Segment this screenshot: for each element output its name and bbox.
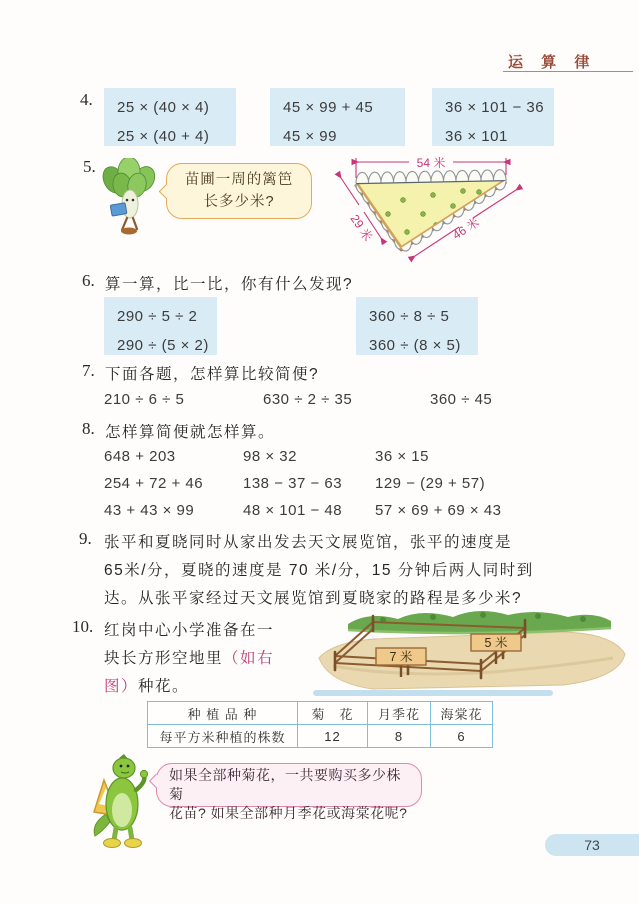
table-value-cell: 6 <box>431 725 493 748</box>
table-value-cell: 8 <box>368 725 431 748</box>
expression: 48 × 101 − 48 <box>243 502 343 519</box>
text-pink: 图） <box>104 678 139 695</box>
text-black: 块长方形空地里 <box>104 650 224 667</box>
expression: 129 − (29 + 57) <box>375 475 486 492</box>
expression: 138 − 37 − 63 <box>243 475 343 492</box>
expression: 25 × (40 × 4) <box>117 99 210 116</box>
problem4-number: 4. <box>80 90 93 109</box>
table-row <box>148 725 493 748</box>
expression: 360 ÷ (8 × 5) <box>369 337 461 354</box>
problem9-text-line: 张平和夏晓同时从家出发去天文展览馆，张平的速度是 <box>104 534 513 551</box>
bubble-text-line: 如果全部种菊花，一共要购买多少株菊 <box>169 767 401 802</box>
expression: 25 × (40 + 4) <box>117 128 210 145</box>
planting-table <box>147 701 493 748</box>
expression: 43 + 43 × 99 <box>104 502 195 519</box>
expression: 290 ÷ 5 ÷ 2 <box>117 308 198 325</box>
table-header-cell: 菊 花 <box>298 702 368 725</box>
text-pink: （如右 <box>223 650 275 667</box>
expression: 290 ÷ (5 × 2) <box>117 337 209 354</box>
problem10-text-line <box>104 674 189 696</box>
problem9-number: 9. <box>79 529 92 548</box>
table-header-cell: 种 植 品 种 <box>148 702 298 725</box>
page-header-title: 运 算 律 <box>508 54 597 71</box>
table-header-row <box>148 702 493 725</box>
expression: 648 + 203 <box>104 448 176 465</box>
problem6-expression-box <box>104 297 217 355</box>
problem7-number: 7. <box>82 361 95 380</box>
problem5-number: 5. <box>83 157 96 176</box>
problem10-text-line: 红岗中心小学准备在一 <box>104 622 275 639</box>
dinosaur-mascot-icon <box>86 752 158 852</box>
bubble-text-line: 长多少米? <box>203 194 275 210</box>
header-underline <box>503 71 633 72</box>
problem6-number: 6. <box>82 271 95 290</box>
problem8-number: 8. <box>82 419 95 438</box>
bubble-text-line: 花苗? 如果全部种月季花或海棠花呢? <box>169 805 408 821</box>
triangle-garden-diagram <box>333 148 631 266</box>
expression: 36 × 101 − 36 <box>445 99 545 116</box>
text-black: 种花。 <box>138 678 190 695</box>
side-length-label: 5 米 <box>484 636 508 650</box>
expression: 36 × 15 <box>375 448 429 465</box>
expression: 360 ÷ 8 ÷ 5 <box>369 308 450 325</box>
dimension-label-top: 54 米 <box>416 156 446 170</box>
page-number-badge <box>545 834 639 856</box>
problem6-title: 算一算，比一比，你有什么发现? <box>105 276 354 293</box>
expression: 254 + 72 + 46 <box>104 475 204 492</box>
problem9-text-line: 达。从张平家经过天文展览馆到夏晓家的路程是多少米? <box>104 590 523 607</box>
table-header-cell: 月季花 <box>368 702 431 725</box>
page-number: 73 <box>584 837 600 853</box>
front-length-label: 7 米 <box>389 650 413 664</box>
dimension-label-right: 46 米 <box>449 214 482 243</box>
problem4-expression-box <box>432 88 554 146</box>
expression: 45 × 99 + 45 <box>283 99 374 116</box>
problem10-text-line <box>104 646 274 668</box>
mascot-speech-bubble <box>166 163 312 219</box>
problem8-title: 怎样算简便就怎样算。 <box>105 424 276 441</box>
expression: 360 ÷ 45 <box>430 391 493 408</box>
expression: 57 × 69 + 69 × 43 <box>375 502 502 519</box>
cabbage-mascot-icon <box>100 158 162 238</box>
flower-field-illustration <box>313 606 631 692</box>
problem4-expression-box <box>270 88 405 146</box>
expression: 45 × 99 <box>283 128 337 145</box>
dimension-label-left: 29 米 <box>347 211 376 244</box>
problem6-expression-box <box>356 297 478 355</box>
problem10-number: 10. <box>72 617 94 636</box>
problem7-title: 下面各题，怎样算比较简便? <box>105 366 320 383</box>
problem9-text-line: 65米/分，夏晓的速度是 70 米/分，15 分钟后两人同时到 <box>104 562 534 579</box>
table-value-cell: 12 <box>298 725 368 748</box>
dinosaur-speech-bubble <box>156 763 422 821</box>
table-header-cell: 海棠花 <box>431 702 493 725</box>
field-shadow-strip <box>313 690 553 696</box>
expression: 210 ÷ 6 ÷ 5 <box>104 391 185 408</box>
table-row-header: 每平方米种植的株数 <box>148 725 298 748</box>
expression: 36 × 101 <box>445 128 508 145</box>
bubble-text-line: 苗圃一周的篱笆 <box>184 172 294 188</box>
problem4-expression-box <box>104 88 236 146</box>
expression: 98 × 32 <box>243 448 297 465</box>
expression: 630 ÷ 2 ÷ 35 <box>263 391 353 408</box>
